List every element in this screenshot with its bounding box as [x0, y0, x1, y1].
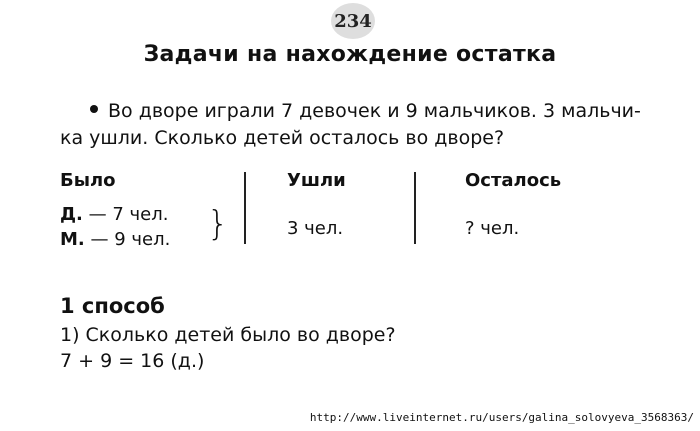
page-number-badge [331, 3, 375, 39]
boys-row [60, 229, 170, 250]
girls-abbr: Д. [60, 204, 83, 225]
boys-value: — 9 чел. [84, 229, 171, 250]
source-watermark: http://www.liveinternet.ru/users/galina_solovyeva_3568363/ [309, 411, 694, 424]
method-title: 1 способ [60, 294, 165, 318]
girls-value: — 7 чел. [82, 204, 169, 225]
step-1-question: 1) Сколько детей было во дворе? [60, 324, 396, 346]
problem-statement [60, 98, 660, 152]
curly-brace: } [207, 204, 229, 244]
girls-row [60, 204, 168, 225]
step-1-equation: 7 + 9 = 16 (д.) [60, 350, 205, 372]
page-number: 234 [334, 10, 372, 32]
column-divider-1 [244, 172, 246, 244]
problem-line-1 [60, 98, 660, 125]
remained-value: ? чел. [465, 218, 520, 239]
page-title: Задачи на нахождение остатка [143, 42, 557, 67]
header-remained: Осталось [465, 170, 562, 191]
header-left: Ушли [287, 170, 346, 191]
left-value: 3 чел. [287, 218, 344, 239]
problem-line-2: ка ушли. Сколько детей осталось во дворе? [60, 127, 505, 149]
header-was: Было [60, 170, 116, 191]
column-divider-2 [414, 172, 416, 244]
bullet-icon [90, 105, 98, 113]
problem-text-1: Во дворе играли 7 девочек и 9 мальчиков. 3 мальчи- [108, 100, 641, 122]
condition-table [60, 170, 660, 260]
boys-abbr: М. [60, 229, 85, 250]
